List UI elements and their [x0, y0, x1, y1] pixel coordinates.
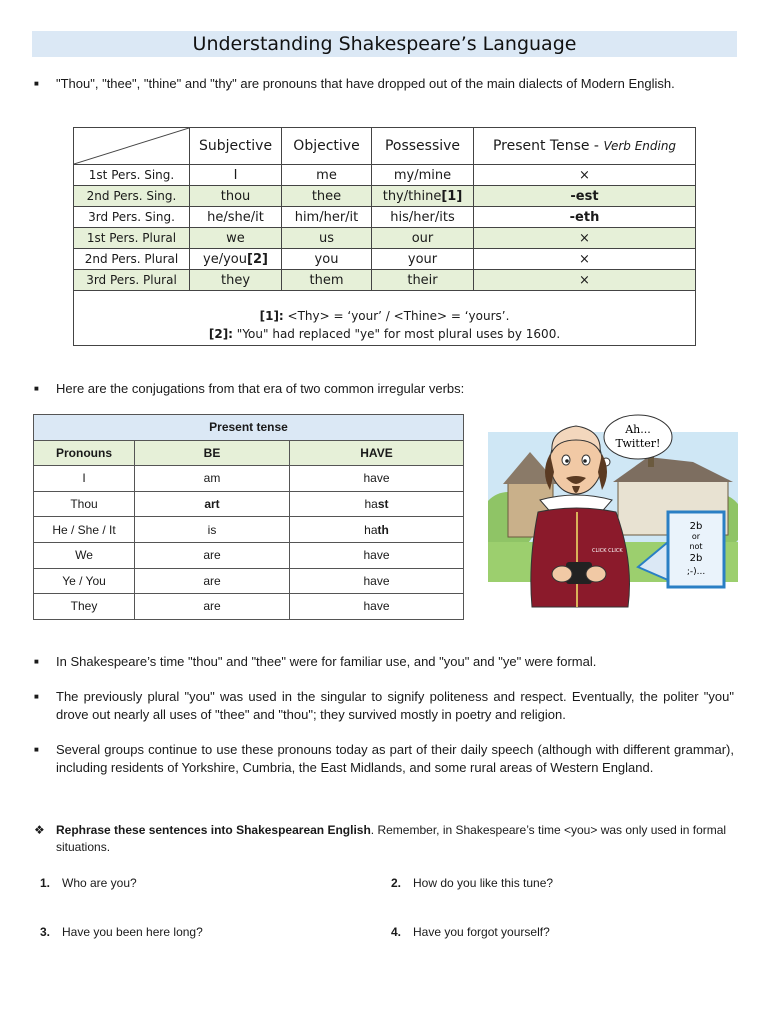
question-number: 3.: [40, 925, 51, 939]
have-cell: have: [290, 568, 464, 594]
phone-text-4: 2b: [689, 553, 703, 564]
row-label: 2nd Pers. Sing.: [74, 186, 190, 207]
dialects-bullet: [34, 741, 734, 777]
table-row: [74, 228, 696, 249]
bullet-square-icon: ■: [34, 384, 39, 393]
header-possessive: Possessive: [372, 128, 474, 165]
possessive-cell: your: [372, 249, 474, 270]
footnotes-cell: [74, 291, 696, 346]
header-present-tense: [474, 128, 696, 165]
footnote-2-ref: [2]:: [208, 327, 233, 341]
be-cell: art: [135, 491, 290, 517]
have-cell: have: [290, 594, 464, 620]
title-bar: [32, 31, 737, 57]
phone-text-5: ;-)...: [686, 567, 706, 577]
footnote-1-ref: [1]:: [259, 309, 284, 323]
have-ending: th: [377, 522, 389, 537]
verb-table: [33, 414, 464, 620]
table-row: [74, 186, 696, 207]
possessive-cell: his/her/its: [372, 207, 474, 228]
have-cell: have: [290, 466, 464, 492]
objective-cell: them: [282, 270, 372, 291]
subjective-cell: we: [190, 228, 282, 249]
be-cell: are: [135, 568, 290, 594]
header-pronouns: Pronouns: [34, 440, 135, 466]
page-title: Understanding Shakespeare’s Language: [192, 33, 577, 55]
exercise-rest: . Remember, in Shakespeare’s time <you> was only used in formal situations.: [56, 823, 727, 854]
phone-text-3: not: [689, 542, 703, 551]
table-row: [34, 466, 464, 492]
para-3: Several groups continue to use these pronouns today as part of their daily speech (although with different grammar), including residents of Yorkshire, Cumbria, the East Midlands, and some rural areas of Western England.: [56, 742, 734, 775]
diagonal-line: [74, 128, 189, 164]
pronoun-cell: I: [34, 466, 135, 492]
question-number: 2.: [391, 876, 402, 890]
bubble-text-2: Twitter!: [615, 437, 661, 450]
objective-cell: us: [282, 228, 372, 249]
hand-right: [586, 566, 606, 582]
conjugation-intro: Here are the conjugations from that era of two common irregular verbs:: [56, 381, 465, 396]
pupil-right: [583, 459, 587, 463]
pronoun-table-header: [74, 128, 696, 165]
question-3: [40, 925, 203, 939]
table-row: [34, 568, 464, 594]
row-label: 2nd Pers. Plural: [74, 249, 190, 270]
verb-ending-cell: -eth: [474, 207, 696, 228]
none-cross-icon: ×: [474, 165, 696, 186]
be-cell: am: [135, 466, 290, 492]
pronoun-cell: Ye / You: [34, 568, 135, 594]
header-verb-ending: Verb Ending: [603, 139, 677, 153]
objective-cell: him/her/it: [282, 207, 372, 228]
question-text: Have you forgot yourself?: [413, 925, 550, 939]
subjective-cell: they: [190, 270, 282, 291]
table-row: [34, 542, 464, 568]
doublet: [531, 508, 630, 607]
table-row: [34, 491, 464, 517]
none-cross-icon: ×: [474, 228, 696, 249]
question-number: 1.: [40, 876, 51, 890]
intro-bullet: [34, 75, 734, 93]
diamond-bullet-icon: ❖: [34, 823, 45, 837]
possessive-cell: my/mine: [372, 165, 474, 186]
objective-cell: thee: [282, 186, 372, 207]
possessive-text: thy/thine: [382, 188, 442, 204]
none-cross-icon: ×: [474, 249, 696, 270]
table-row: [74, 165, 696, 186]
footnote-1-text: <Thy> = ‘your’ / <Thine> = ‘yours’.: [283, 309, 510, 323]
be-cell: are: [135, 542, 290, 568]
pronoun-table: [73, 127, 696, 346]
pronoun-cell: We: [34, 542, 135, 568]
diagonal-corner-cell: [74, 128, 190, 165]
subjective-cell: [190, 249, 282, 270]
possessive-cell: their: [372, 270, 474, 291]
footnote-2-text: "You" had replaced "ye" for most plural uses by 1600.: [232, 327, 561, 341]
question-text: Who are you?: [62, 876, 137, 890]
row-label: 3rd Pers. Plural: [74, 270, 190, 291]
have-stem: ha: [364, 497, 378, 512]
familiar-use-bullet: [34, 653, 734, 671]
footnote-ref-2: [2]: [247, 251, 268, 267]
question-number: 4.: [391, 925, 402, 939]
be-cell: is: [135, 517, 290, 543]
footnote-ref-1: [1]: [441, 188, 463, 204]
have-ending: st: [377, 497, 389, 512]
question-2: [391, 876, 553, 890]
verb-table-caption-row: [34, 415, 464, 441]
para-1: In Shakespeare’s time "thou" and "thee" were for familiar use, and "you" and "ye" were formal.: [56, 654, 597, 669]
row-label: 3rd Pers. Sing.: [74, 207, 190, 228]
table-row: [74, 207, 696, 228]
have-cell: [290, 517, 464, 543]
question-1: [40, 876, 137, 890]
politeness-bullet: [34, 688, 734, 724]
conjugation-bullet: [34, 380, 734, 398]
hand-left: [552, 566, 572, 582]
possessive-cell: our: [372, 228, 474, 249]
have-stem: ha: [364, 522, 378, 537]
header-objective: Objective: [282, 128, 372, 165]
subjective-cell: he/she/it: [190, 207, 282, 228]
row-label: 1st Pers. Plural: [74, 228, 190, 249]
click-text: CLICK CLICK: [592, 548, 623, 554]
phone-text-2: or: [691, 532, 701, 541]
header-subjective: Subjective: [190, 128, 282, 165]
exercise-bold: Rephrase these sentences into Shakespearean English: [56, 823, 371, 837]
shakespeare-cartoon: [488, 412, 738, 612]
bullet-square-icon: ■: [34, 657, 39, 666]
subjective-cell: I: [190, 165, 282, 186]
header-have: HAVE: [290, 440, 464, 466]
subjective-text: ye/you: [203, 251, 248, 267]
bullet-square-icon: ■: [34, 692, 39, 701]
question-text: Have you been here long?: [62, 925, 203, 939]
objective-cell: me: [282, 165, 372, 186]
have-cell: [290, 491, 464, 517]
be-cell: are: [135, 594, 290, 620]
verb-table-header: [34, 440, 464, 466]
para-2: The previously plural "you" was used in the singular to signify politeness and respect. Eventually, the politer "you" drove out nearly all uses of "thee" and "thou"; they survived mostly in poetry and religion.: [56, 689, 734, 722]
question-4: [391, 925, 550, 939]
table-row: [34, 594, 464, 620]
bubble-text-1: Ah...: [625, 423, 651, 436]
have-cell: have: [290, 542, 464, 568]
exercise-text: [34, 822, 734, 856]
footnote-2: [78, 325, 691, 343]
pronoun-cell: They: [34, 594, 135, 620]
bullet-square-icon: ■: [34, 79, 39, 88]
possessive-cell: [372, 186, 474, 207]
footnotes-row: [74, 291, 696, 346]
table-row: [74, 270, 696, 291]
footnote-1: [78, 307, 691, 325]
pupil-left: [565, 459, 569, 463]
verb-ending-cell: -est: [474, 186, 696, 207]
phone-text-1: 2b: [689, 521, 703, 532]
none-cross-icon: ×: [474, 270, 696, 291]
pronoun-cell: Thou: [34, 491, 135, 517]
intro-text: "Thou", "thee", "thine" and "thy" are pronouns that have dropped out of the main dialects of Modern English.: [56, 76, 675, 91]
question-text: How do you like this tune?: [413, 876, 554, 890]
bullet-square-icon: ■: [34, 745, 39, 754]
header-be: BE: [135, 440, 290, 466]
pronoun-cell: He / She / It: [34, 517, 135, 543]
objective-cell: you: [282, 249, 372, 270]
verb-table-caption: Present tense: [34, 415, 464, 441]
row-label: 1st Pers. Sing.: [74, 165, 190, 186]
table-row: [34, 517, 464, 543]
subjective-cell: thou: [190, 186, 282, 207]
table-row: [74, 249, 696, 270]
header-present-tense-label: Present Tense -: [492, 138, 604, 154]
exercise-instructions: [34, 822, 734, 856]
